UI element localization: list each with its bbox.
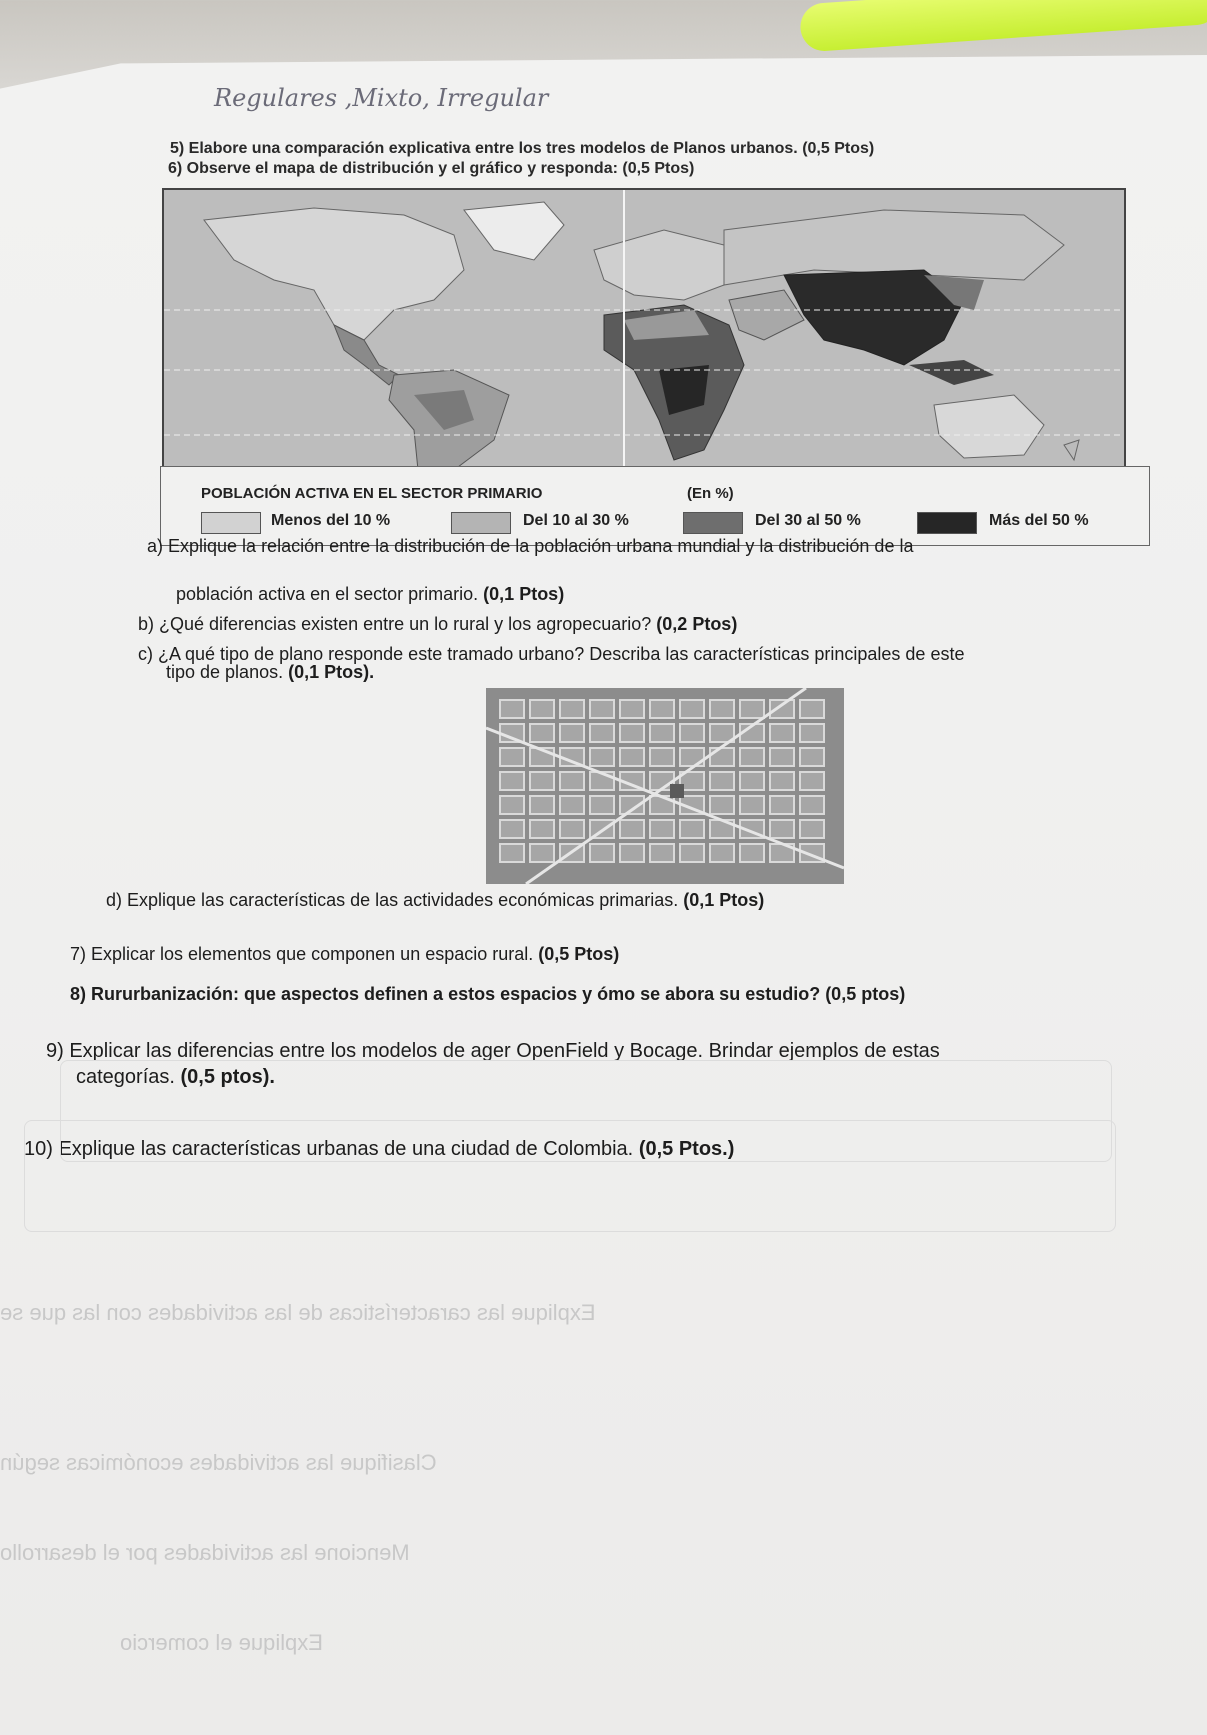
legend-label-2: Del 10 al 30 % (523, 512, 629, 529)
question-5: 5) Elabore una comparación explicativa entre los tres modelos de Planos urbanos. (0,5 Ptos) (170, 140, 875, 157)
answer-box (24, 1120, 1116, 1232)
urban-grid-plan-image (486, 688, 844, 884)
bleed-through-text: Explique el comercio (120, 1630, 323, 1655)
question-8: 8) Rururbanización: que aspectos definen a estos espacios y ómo se abora su estudio? (0,5 ptos) (70, 984, 906, 1004)
question-6c-line2: tipo de planos. (0,1 Ptos). (166, 662, 375, 682)
question-6d: d) Explique las características de las actividades económicas primarias. (0,1 Ptos) (106, 890, 765, 910)
bleed-through-text: Clasifique las actividades económicas según (0, 1450, 437, 1475)
question-9-line1: 9) Explicar las diferencias entre los modelos de ager OpenField y Bocage. Brindar ejemplos de estas (46, 1040, 940, 1062)
legend-swatch-1 (201, 512, 261, 534)
legend-swatch-4 (917, 512, 977, 534)
bleed-through-text: Mencione las actividades por el desarrollo (0, 1540, 410, 1565)
question-9-line2: categorías. (0,5 ptos). (76, 1066, 275, 1088)
question-6: 6) Observe el mapa de distribución y el gráfico y responda: (0,5 Ptos) (168, 160, 695, 177)
question-6c-line1: c) ¿A qué tipo de plano responde este tramado urbano? Describa las características principales de este (138, 644, 965, 664)
question-7: 7) Explicar los elementos que componen un espacio rural. (0,5 Ptos) (70, 944, 620, 964)
bleed-through-text: Explique las características de las actividades con las que se (0, 1300, 596, 1325)
question-6a-line2: población activa en el sector primario. (0,1 Ptos) (176, 584, 565, 604)
question-10: 10) Explique las características urbanas de una ciudad de Colombia. (0,5 Ptos.) (24, 1138, 735, 1160)
legend-swatch-3 (683, 512, 743, 534)
question-6a-line1: a) Explique la relación entre la distribución de la población urbana mundial y la distribución de la (147, 536, 914, 556)
handwritten-note: Regulares ,Mixto, Irregular (214, 84, 549, 112)
legend-label-1: Menos del 10 % (271, 512, 391, 529)
legend-title: POBLACIÓN ACTIVA EN EL SECTOR PRIMARIO (201, 485, 543, 502)
map-legend (160, 466, 1150, 546)
legend-unit: (En %) (687, 485, 734, 502)
legend-swatch-2 (451, 512, 511, 534)
legend-label-4: Más del 50 % (989, 512, 1089, 529)
legend-label-3: Del 30 al 50 % (755, 512, 861, 529)
highlighter-marker (799, 0, 1207, 53)
question-6b: b) ¿Qué diferencias existen entre un lo rural y los agropecuario? (0,2 Ptos) (138, 614, 738, 634)
world-map (162, 188, 1126, 490)
